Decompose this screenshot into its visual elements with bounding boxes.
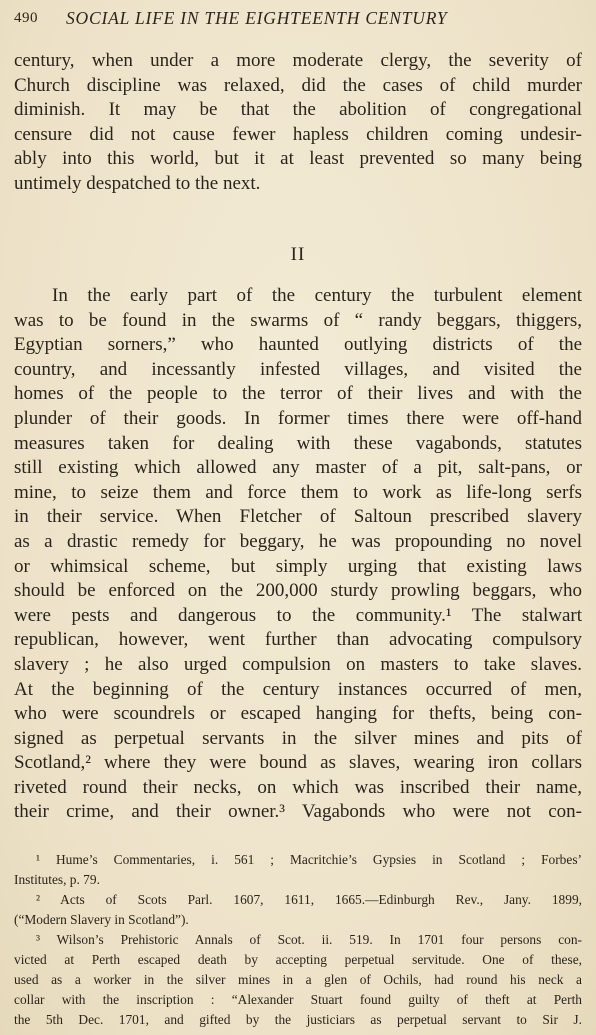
text-line: still existing which allowed any master of a pit, salt-pans, or bbox=[14, 457, 582, 479]
text-line: In the early part of the century the turbulent element bbox=[52, 285, 582, 306]
text-line: should be enforced on the 200,000 sturdy prowling beggars, who bbox=[14, 580, 582, 602]
text-line: riveted round their necks, on which was inscribed their name, bbox=[14, 776, 582, 798]
text-line: ably into this world, but it at least prevented so many being bbox=[14, 148, 582, 170]
text-line: slavery ; he also urged compulsion on masters to take slaves. bbox=[14, 653, 582, 675]
text-line: their crime, and their owner.³ Vagabonds who were not con- bbox=[14, 801, 582, 823]
text-line: plunder of their goods. In former times there were off-hand bbox=[14, 407, 582, 429]
running-title: SOCIAL LIFE IN THE EIGHTEENTH CENTURY bbox=[66, 8, 448, 28]
paragraph-section-two bbox=[14, 284, 582, 825]
text-line: or whimsical scheme, but simply urging that existing laws bbox=[14, 555, 582, 577]
footnote-line: (“Modern Slavery in Scotland”). bbox=[14, 912, 189, 927]
text-line: Church discipline was relaxed, did the cases of child murder bbox=[14, 74, 582, 96]
text-line: in their service. When Fletcher of Saltoun prescribed slavery bbox=[14, 506, 582, 528]
text-line: signed as perpetual servants in the silver mines and pits of bbox=[14, 727, 582, 749]
page-header bbox=[14, 8, 582, 32]
text-line: mine, to seize them and force them to work as life-long serfs bbox=[14, 481, 582, 503]
footnote-line: the 5th Dec. 1701, and gifted by the justiciars as perpetual servant to Sir J. bbox=[14, 1012, 582, 1027]
text-line: republican, however, went further than advocating compulsory bbox=[14, 629, 582, 651]
text-line: diminish. It may be that the abolition of congregational bbox=[14, 99, 582, 121]
footnote-line: ³ Wilson’s Prehistoric Annals of Scot. ii. 519. In 1701 four persons con- bbox=[36, 932, 582, 947]
page-number: 490 bbox=[14, 10, 38, 26]
text-line: homes of the people to the terror of their lives and with the bbox=[14, 383, 582, 405]
footnote-line: victed at Perth escaped death by accepting perpetual servitude. One of these, bbox=[14, 952, 582, 967]
text-line: century, when under a more moderate clergy, the severity of bbox=[14, 50, 582, 71]
text-line: was to be found in the swarms of “ randy beggars, thiggers, bbox=[14, 309, 582, 331]
text-line: Scotland,² where they were bound as slaves, wearing iron collars bbox=[14, 752, 582, 774]
text-line: country, and incessantly infested villages, and visited the bbox=[14, 358, 582, 380]
paragraph-continued bbox=[14, 49, 582, 197]
footnote-line: ² Acts of Scots Parl. 1607, 1611, 1665.—Edinburgh Rev., Jany. 1899, bbox=[36, 892, 582, 907]
text-line: censure did not cause fewer hapless children coming undesir- bbox=[14, 123, 582, 145]
footnote-line: used as a worker in the silver mines in a glen of Ochils, had round his neck a bbox=[14, 972, 582, 987]
text-line: Egyptian sorners,” who haunted outlying districts of the bbox=[14, 334, 582, 356]
footnotes bbox=[14, 850, 582, 1030]
text-line: as a drastic remedy for beggary, he was propounding no novel bbox=[14, 530, 582, 552]
text-line: measures taken for dealing with these vagabonds, statutes bbox=[14, 432, 582, 454]
section-heading: II bbox=[290, 244, 306, 265]
text-line: At the beginning of the century instances occurred of men, bbox=[14, 678, 582, 700]
text-line: untimely despatched to the next. bbox=[14, 172, 261, 194]
text-line: who were scoundrels or escaped hanging for thefts, being con- bbox=[14, 703, 582, 725]
text-line: were pests and dangerous to the community.¹ The stalwart bbox=[14, 604, 582, 626]
footnote-line: collar with the inscription : “Alexander Stuart found guilty of theft at Perth bbox=[14, 992, 582, 1007]
footnote-line: ¹ Hume’s Commentaries, i. 561 ; Macritchie’s Gypsies in Scotland ; Forbes’ bbox=[36, 852, 582, 867]
footnote-line: Institutes, p. 79. bbox=[14, 872, 100, 887]
